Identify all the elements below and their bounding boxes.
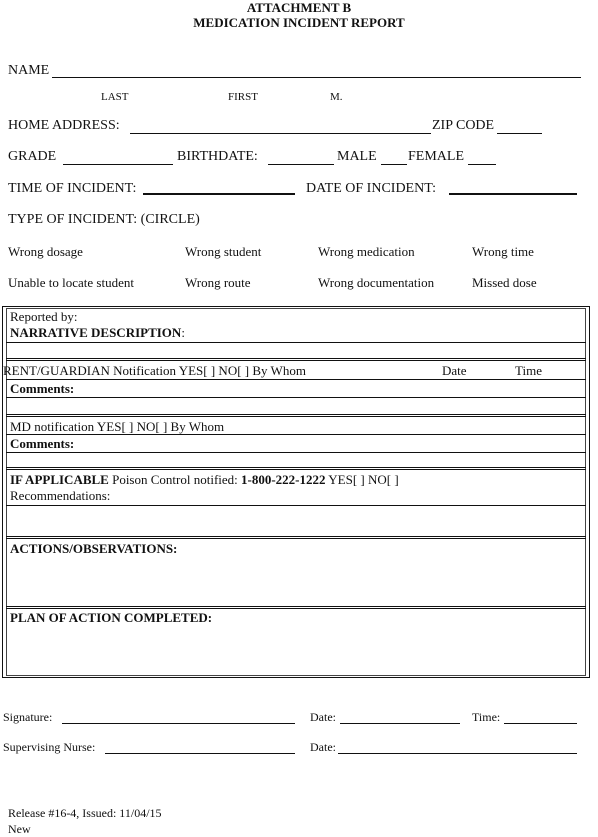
supervising-nurse-field[interactable] bbox=[105, 753, 295, 754]
grade-label: GRADE bbox=[8, 149, 57, 164]
row-divider-double bbox=[6, 358, 586, 361]
guardian-notification-text: RENT/GUARDIAN Notification YES[ ] NO[ ] By Whom bbox=[3, 363, 306, 378]
form-title: MEDICATION INCIDENT REPORT bbox=[193, 15, 405, 30]
guardian-comments-label: Comments: bbox=[10, 381, 75, 396]
guardian-time-label: Time bbox=[515, 363, 542, 378]
narrative-colon: : bbox=[181, 325, 185, 340]
type-wrong-medication[interactable]: Wrong medication bbox=[318, 244, 415, 259]
zip-code-label: ZIP CODE bbox=[432, 118, 495, 133]
poison-control-phone: 1-800-222-1222 bbox=[241, 472, 326, 487]
poison-control-text: Poison Control notified: bbox=[108, 472, 242, 487]
home-address-label: HOME ADDRESS: bbox=[8, 118, 120, 133]
name-label: NAME bbox=[8, 63, 50, 78]
birthdate-label: BIRTHDATE: bbox=[177, 149, 258, 164]
md-notification-text: MD notification YES[ ] NO[ ] By Whom bbox=[10, 419, 225, 434]
date-of-incident-label: DATE OF INCIDENT: bbox=[306, 181, 436, 196]
row-divider-double bbox=[6, 414, 586, 417]
poison-control-yes-no: YES[ ] NO[ ] bbox=[325, 472, 399, 487]
supervising-date-field[interactable] bbox=[338, 753, 577, 754]
release-info: Release #16-4, Issued: 11/04/15 bbox=[8, 806, 162, 820]
first-name-caption: FIRST bbox=[228, 91, 258, 103]
recommendations-label: Recommendations: bbox=[10, 488, 111, 503]
type-wrong-documentation[interactable]: Wrong documentation bbox=[318, 275, 435, 290]
attachment-heading: ATTACHMENT B bbox=[246, 0, 352, 15]
birthdate-field[interactable] bbox=[268, 164, 334, 165]
row-divider bbox=[6, 379, 586, 380]
signature-field[interactable] bbox=[62, 723, 295, 724]
type-wrong-route[interactable]: Wrong route bbox=[185, 275, 251, 290]
row-divider bbox=[6, 397, 586, 398]
signature-time-label: Time: bbox=[472, 710, 501, 724]
type-missed-dose[interactable]: Missed dose bbox=[472, 275, 537, 290]
type-unable-to-locate[interactable]: Unable to locate student bbox=[8, 275, 134, 290]
male-field[interactable] bbox=[381, 164, 407, 165]
name-field[interactable] bbox=[52, 77, 581, 78]
if-applicable-label: IF APPLICABLE bbox=[10, 472, 109, 487]
type-of-incident-label: TYPE OF INCIDENT: (CIRCLE) bbox=[8, 212, 200, 227]
middle-initial-caption: M. bbox=[330, 91, 343, 103]
home-address-field[interactable] bbox=[130, 133, 431, 134]
male-label: MALE bbox=[337, 149, 377, 164]
type-wrong-time[interactable]: Wrong time bbox=[472, 244, 534, 259]
row-divider bbox=[6, 342, 586, 343]
row-divider-double bbox=[6, 536, 586, 539]
plan-of-action-heading: PLAN OF ACTION COMPLETED: bbox=[10, 610, 213, 625]
row-divider-double bbox=[6, 467, 586, 470]
signature-label: Signature: bbox=[3, 710, 53, 724]
narrative-description-heading: NARRATIVE DESCRIPTION bbox=[10, 325, 182, 340]
supervising-nurse-label: Supervising Nurse: bbox=[3, 740, 96, 754]
reported-by-label: Reported by: bbox=[10, 309, 78, 324]
signature-date-field[interactable] bbox=[340, 723, 460, 724]
release-new-label: New bbox=[8, 822, 31, 836]
md-comments-label: Comments: bbox=[10, 436, 75, 451]
type-wrong-dosage[interactable]: Wrong dosage bbox=[8, 244, 83, 259]
female-label: FEMALE bbox=[408, 149, 464, 164]
zip-code-field[interactable] bbox=[497, 133, 542, 134]
guardian-date-label: Date bbox=[442, 363, 467, 378]
time-of-incident-field[interactable] bbox=[143, 193, 295, 195]
row-divider-double bbox=[6, 606, 586, 609]
row-divider bbox=[6, 505, 586, 506]
grade-field[interactable] bbox=[63, 164, 173, 165]
row-divider bbox=[6, 434, 586, 435]
female-field[interactable] bbox=[468, 164, 496, 165]
last-name-caption: LAST bbox=[101, 91, 129, 103]
actions-observations-heading: ACTIONS/OBSERVATIONS: bbox=[10, 541, 178, 556]
signature-date-label: Date: bbox=[310, 710, 336, 724]
date-of-incident-field[interactable] bbox=[449, 193, 577, 195]
row-divider bbox=[6, 452, 586, 453]
type-wrong-student[interactable]: Wrong student bbox=[185, 244, 262, 259]
signature-time-field[interactable] bbox=[504, 723, 577, 724]
supervising-date-label: Date: bbox=[310, 740, 336, 754]
time-of-incident-label: TIME OF INCIDENT: bbox=[8, 181, 137, 196]
